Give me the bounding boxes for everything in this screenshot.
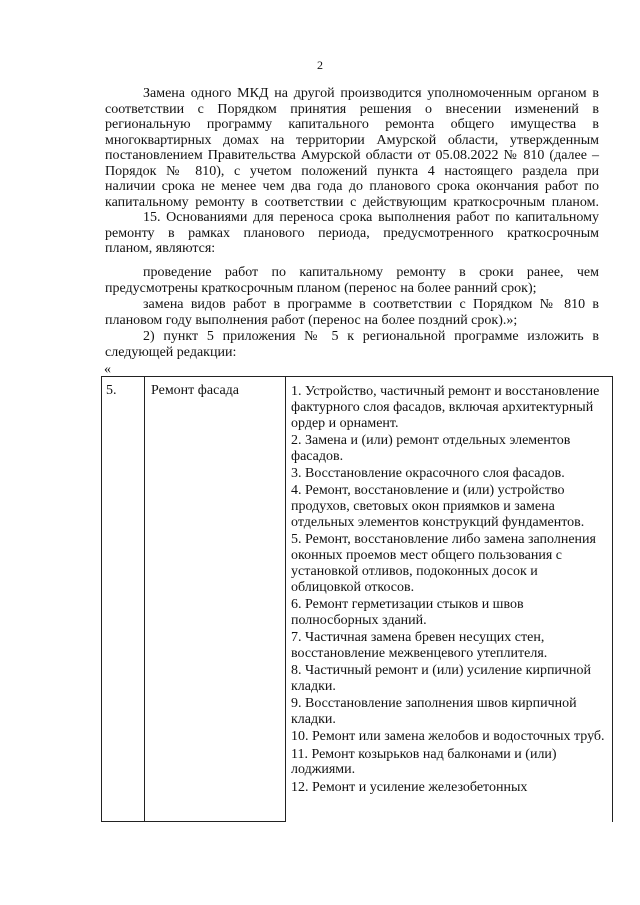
text-line: соответствии с Порядком принятия решения о внесении изменений в xyxy=(105,101,599,117)
text-line: Порядок № 810), с учетом положений пункта 4 настоящего раздела при xyxy=(105,163,599,179)
table-row xyxy=(102,377,613,822)
text-line: 15. Основаниями для переноса срока выполнения работ по капитальному xyxy=(143,210,599,225)
text-line: замена видов работ в программе в соответствии с Порядком № 810 в xyxy=(143,297,599,312)
list-item: 3. Восстановление окрасочного слоя фасадов. xyxy=(291,465,565,481)
work-type-cell: Ремонт фасада xyxy=(145,377,286,822)
text-line: планом, являются: xyxy=(105,241,216,256)
text-line: проведение работ по капитальному ремонту в сроки ранее, чем xyxy=(143,265,599,280)
paragraph-item-15 xyxy=(105,210,599,257)
text-line: региональную программу капитального ремонта общего имущества в xyxy=(105,117,599,132)
list-item: 4. Ремонт, восстановление и (или) устройство продухов, световых окон приямков и замена отдельных элементов конструкций фундаментов. xyxy=(291,483,585,530)
list-item: 5. Ремонт, восстановление либо замена заполнения оконных проемов мест общего пользования с установкой отливов, подоконных досок и облицовкой откосов. xyxy=(291,532,596,595)
list-item: 6. Ремонт герметизации стыков и швов полносборных зданий. xyxy=(291,596,524,628)
opening-quote: « xyxy=(104,362,111,377)
text-line: плановом году выполнения работ (перенос на более поздний срок).»; xyxy=(105,312,518,328)
work-list-cell xyxy=(286,377,613,822)
text-line: многоквартирных домах на территории Амурской области, утвержденным xyxy=(105,132,599,148)
row-number-cell: 5. xyxy=(102,377,145,822)
list-item: 10. Ремонт или замена желобов и водосточных труб. xyxy=(291,729,605,745)
text-line: предусмотрены краткосрочным планом (перенос на более ранний срок); xyxy=(105,280,537,296)
paragraph-mkd-replacement xyxy=(105,86,599,210)
paragraph-amendment xyxy=(105,329,599,360)
text-line: следующей редакции: xyxy=(105,344,237,360)
text-line: ремонту в рамках планового периода, предусмотренного краткосрочным xyxy=(105,225,599,241)
text-line: капитальному ремонту в соответствии с действующим краткосрочным планом. xyxy=(105,194,599,210)
list-item: 12. Ремонт и усиление железобетонных xyxy=(291,779,528,795)
list-item: 11. Ремонт козырьков над балконами и (или) лоджиями. xyxy=(291,746,557,778)
list-item: 9. Восстановление заполнения швов кирпичной кладки. xyxy=(291,696,577,727)
list-item: 7. Частичная замена бревен несущих стен, восстановление межвенцевого утеплителя. xyxy=(291,629,548,661)
works-table xyxy=(101,376,613,822)
text-line: Замена одного МКД на другой производится уполномоченным органом в xyxy=(143,86,599,101)
text-line: наличии срока не менее чем два года до планового срока окончания работ по xyxy=(105,179,599,194)
paragraph-basis-earlier xyxy=(105,265,599,296)
paragraph-basis-later xyxy=(105,297,599,328)
list-item: 2. Замена и (или) ремонт отдельных элементов фасадов. xyxy=(291,432,571,464)
page-number: 2 xyxy=(317,58,323,72)
list-item: 8. Частичный ремонт и (или) усиление кирпичной кладки. xyxy=(291,663,591,694)
text-line: постановлением Правительства Амурской области от 05.08.2022 № 810 (далее – xyxy=(105,148,599,163)
text-line: 2) пункт 5 приложения № 5 к региональной программе изложить в xyxy=(143,329,599,344)
list-item: 1. Устройство, частичный ремонт и восстановление фактурного слоя фасадов, включая архитектурный ордер и орнамент. xyxy=(291,384,600,431)
